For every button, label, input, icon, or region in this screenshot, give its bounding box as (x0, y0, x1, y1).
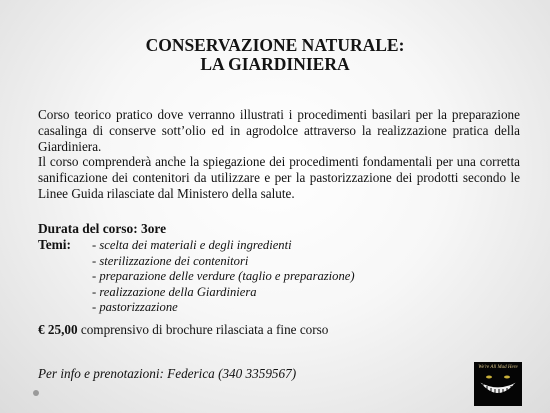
price-amount: € 25,00 (38, 322, 78, 337)
list-item: - realizzazione della Giardiniera (92, 284, 257, 299)
course-price (38, 322, 328, 338)
course-duration: Durata del corso: 3ore (38, 221, 167, 236)
cheshire-smile-icon (474, 362, 522, 406)
list-item: - preparazione delle verdure (taglio e preparazione) (92, 269, 355, 284)
list-item: - sterilizzazione dei contenitori (92, 253, 249, 268)
list-item: - pastorizzazione (92, 300, 178, 315)
logo-text: We're All Mad Here (478, 365, 518, 370)
contact-info: Per info e prenotazioni: Federica (340 3359567) (38, 366, 297, 381)
cheshire-cat-logo (474, 362, 522, 406)
slide-bullet-dot (33, 390, 39, 396)
price-note: comprensivo di brochure rilasciata a fine corso (77, 322, 329, 337)
list-item: - scelta dei materiali e degli ingredienti (92, 238, 292, 252)
page-title (0, 36, 550, 74)
title-line-2: LA GIARDINIERA (200, 54, 350, 74)
course-description (38, 107, 520, 202)
description-paragraph-2: Il corso comprenderà anche la spiegazione dei procedimenti fondamentali per una corretta sanificazione dei contenitori da utilizzare e per la pastorizzazione dei prodotti secondo le Linee Guida rilasciate dal Ministero della salute. (38, 154, 520, 201)
topics-list (92, 238, 355, 316)
description-paragraph-1: Corso teorico pratico dove verranno illustrati i procedimenti basilari per la preparazione casalinga di conserve sott’olio ed in agrodolce attraverso la realizzazione pratica della Giardiniera. (38, 107, 520, 154)
topics-label: Temi: (38, 237, 71, 252)
title-line-1: CONSERVAZIONE NATURALE: (145, 35, 405, 55)
